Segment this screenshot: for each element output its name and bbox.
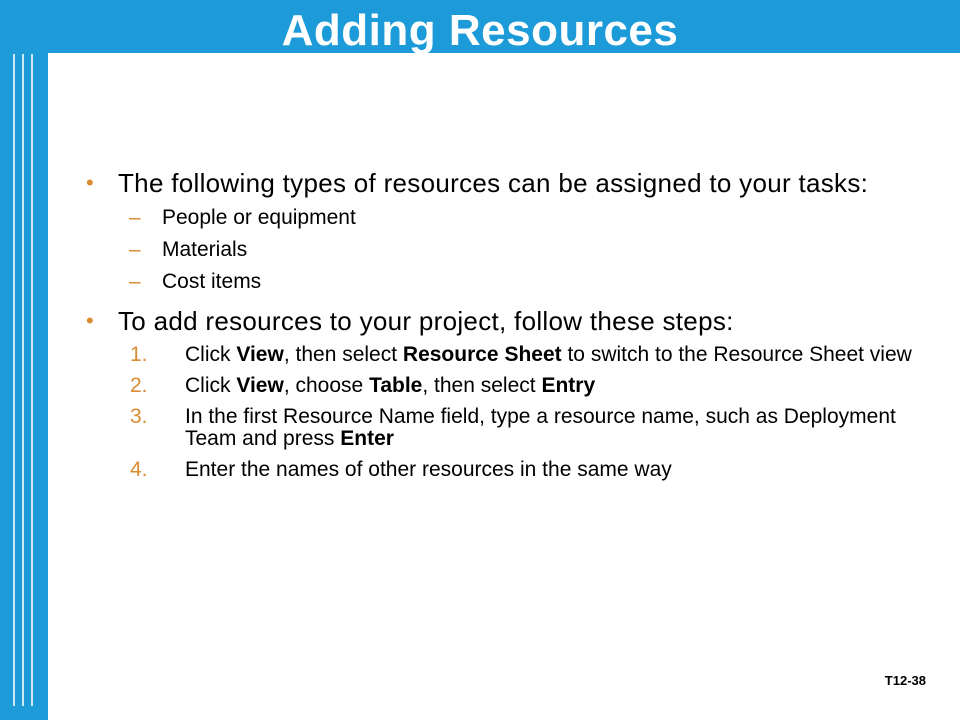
bullet-icon: • bbox=[86, 308, 95, 333]
step-item bbox=[78, 344, 938, 366]
step-text: Click View, then select Resource Sheet to switch to the Resource Sheet view bbox=[185, 343, 912, 366]
step-text: In the first Resource Name field, type a resource name, such as Deployment Team and press Enter bbox=[185, 405, 896, 450]
sub-item bbox=[78, 206, 938, 230]
dash-icon: – bbox=[129, 238, 141, 261]
step-item bbox=[78, 406, 938, 450]
decorative-stripe bbox=[13, 54, 15, 706]
bullet-resource-types bbox=[78, 168, 938, 198]
sub-item-text: Cost items bbox=[162, 270, 262, 293]
sub-item-text: Materials bbox=[162, 238, 248, 261]
step-number: 4. bbox=[130, 458, 148, 481]
sub-item bbox=[78, 238, 938, 262]
step-number: 1. bbox=[130, 343, 148, 366]
step-item bbox=[78, 459, 938, 481]
step-text: Enter the names of other resources in the same way bbox=[185, 458, 672, 481]
sub-item bbox=[78, 270, 938, 294]
decorative-stripe bbox=[22, 54, 24, 706]
bullet-text: To add resources to your project, follow these steps: bbox=[118, 306, 734, 336]
bullet-text: The following types of resources can be assigned to your tasks: bbox=[118, 168, 869, 198]
step-number: 2. bbox=[130, 374, 148, 397]
step-text: Click View, choose Table, then select Entry bbox=[185, 374, 596, 397]
slide-body bbox=[78, 168, 938, 490]
dash-icon: – bbox=[129, 270, 141, 293]
left-decorative-bar bbox=[0, 40, 48, 720]
bullet-add-resources bbox=[78, 306, 938, 336]
bullet-icon: • bbox=[86, 170, 95, 195]
decorative-stripe bbox=[31, 54, 33, 706]
step-number: 3. bbox=[130, 405, 148, 428]
sub-item-text: People or equipment bbox=[162, 206, 356, 229]
step-item bbox=[78, 375, 938, 397]
slide-title: Adding Resources bbox=[281, 6, 679, 55]
slide-number: T12-38 bbox=[884, 673, 926, 688]
dash-icon: – bbox=[129, 206, 141, 229]
